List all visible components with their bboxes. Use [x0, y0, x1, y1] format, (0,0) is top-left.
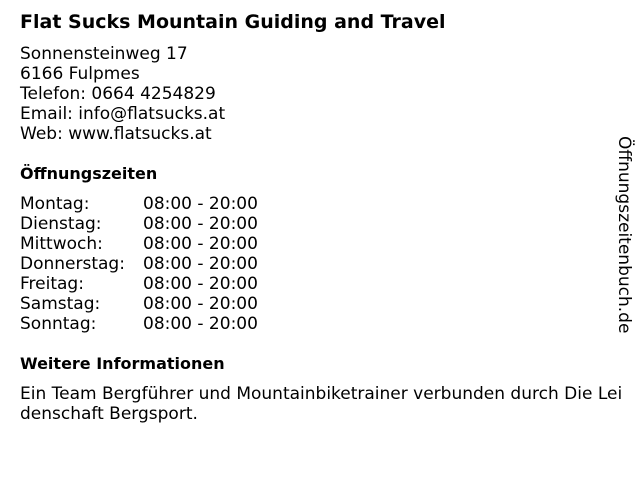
day-label: Montag:	[20, 194, 90, 214]
more-info-heading: Weitere Informationen	[20, 354, 225, 373]
street-address: Sonnensteinweg 17	[20, 44, 188, 64]
time-range: 08:00 - 20:00	[143, 314, 258, 334]
day-label: Sonntag:	[20, 314, 97, 334]
city-line: 6166 Fulpmes	[20, 64, 140, 84]
site-brand-watermark	[614, 136, 640, 362]
time-range: 08:00 - 20:00	[143, 294, 258, 314]
description-line: Ein Team Bergführer und Mountainbiketrainer verbunden durch Die Lei	[20, 384, 623, 404]
day-label: Freitag:	[20, 274, 84, 294]
site-brand-text: Öffnungszeitenbuch.de	[614, 136, 634, 334]
time-range: 08:00 - 20:00	[143, 214, 258, 234]
time-range: 08:00 - 20:00	[143, 274, 258, 294]
description-text	[20, 384, 630, 424]
address-block	[20, 44, 225, 144]
opening-hours-heading: Öffnungszeiten	[20, 164, 158, 183]
time-range: 08:00 - 20:00	[143, 194, 258, 214]
day-label: Samstag:	[20, 294, 101, 314]
email-line: Email: info@flatsucks.at	[20, 104, 226, 124]
phone-line: Telefon: 0664 4254829	[20, 84, 216, 104]
description-line: denschaft Bergsport.	[20, 404, 198, 424]
business-name: Flat Sucks Mountain Guiding and Travel	[20, 11, 446, 33]
time-range: 08:00 - 20:00	[143, 254, 258, 274]
day-label: Mittwoch:	[20, 234, 103, 254]
time-range: 08:00 - 20:00	[143, 234, 258, 254]
web-line: Web: www.flatsucks.at	[20, 124, 212, 144]
day-label: Donnerstag:	[20, 254, 125, 274]
day-label: Dienstag:	[20, 214, 102, 234]
